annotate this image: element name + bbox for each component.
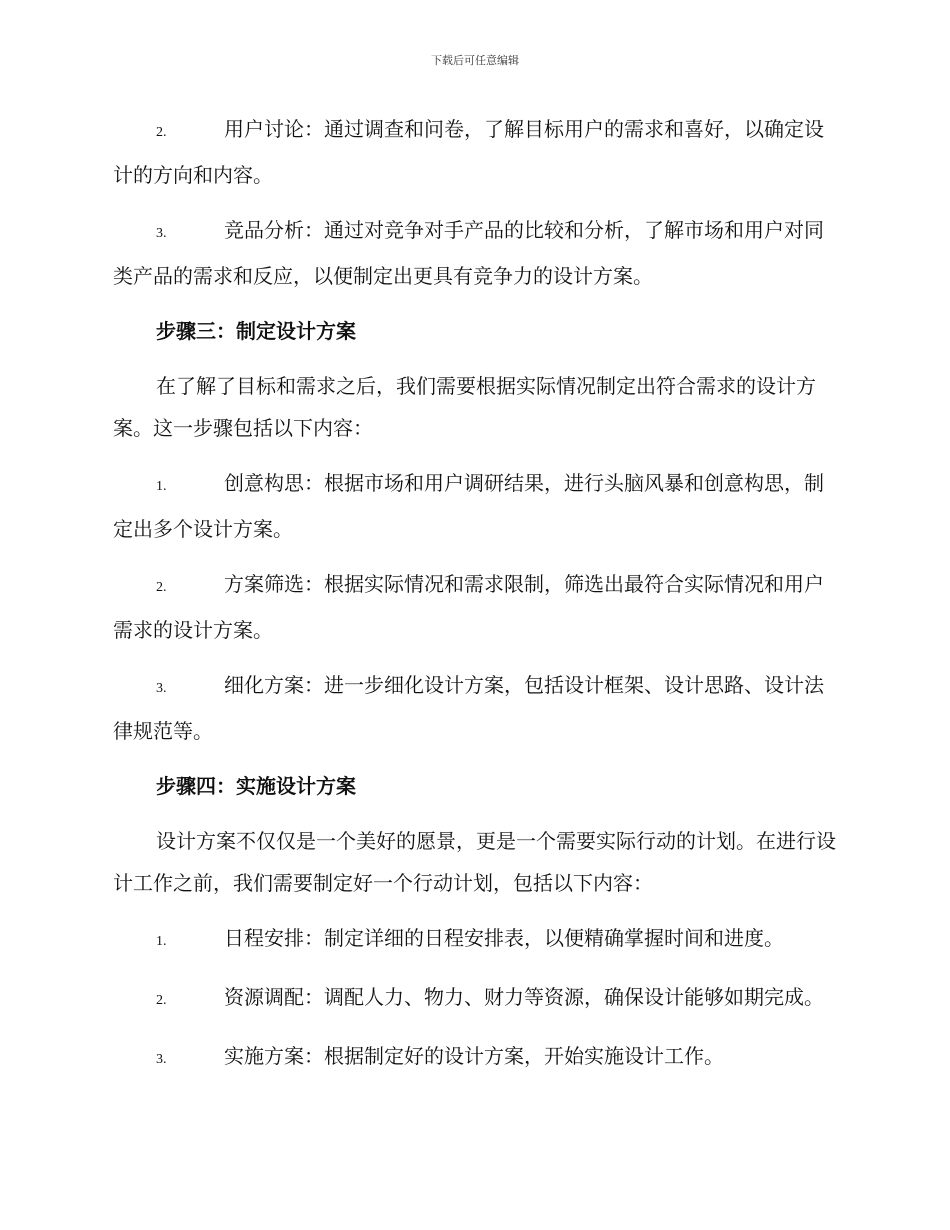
list-item-plan-screening (113, 563, 838, 651)
list-text: 方案筛选：根据实际情况和需求限制，筛选出最符合实际情况和用户需求的设计方案。 (113, 572, 824, 642)
page-header: 下载后可任意编辑 (431, 54, 519, 67)
list-text: 细化方案：进一步细化设计方案，包括设计框架、设计思路、设计法律规范等。 (113, 673, 824, 743)
list-number: 2. (156, 580, 167, 595)
list-item-resource-allocation (113, 976, 838, 1022)
list-number: 2. (156, 125, 167, 140)
list-text: 资源调配：调配人力、物力、财力等资源，确保设计能够如期完成。 (224, 985, 824, 1009)
list-number: 2. (156, 993, 167, 1008)
document-body (113, 108, 838, 1094)
list-item-implementation (113, 1035, 838, 1081)
list-number: 1. (156, 934, 167, 949)
list-item-schedule (113, 917, 838, 963)
step-three-heading: 步骤三：制定设计方案 (156, 319, 356, 343)
step-four-heading: 步骤四：实施设计方案 (156, 774, 356, 798)
list-number: 3. (156, 226, 167, 241)
list-item-plan-refinement (113, 664, 838, 752)
list-item-competitor-analysis (113, 209, 838, 297)
list-text: 用户讨论：通过调查和问卷，了解目标用户的需求和喜好，以确定设计的方向和内容。 (113, 117, 824, 187)
list-number: 3. (156, 1052, 167, 1067)
list-text: 竞品分析：通过对竞争对手产品的比较和分析，了解市场和用户对同类产品的需求和反应，以便制定出更具有竞争力的设计方案。 (113, 218, 824, 288)
list-number: 3. (156, 681, 167, 696)
list-text: 日程安排：制定详细的日程安排表，以便精确掌握时间和进度。 (224, 926, 784, 950)
step-four-intro: 设计方案不仅仅是一个美好的愿景，更是一个需要实际行动的计划。在进行设计工作之前，我们需要制定好一个行动计划，包括以下内容： (113, 829, 836, 895)
list-number: 1. (156, 479, 167, 494)
list-text: 创意构思：根据市场和用户调研结果，进行头脑风暴和创意构思，制定出多个设计方案。 (113, 471, 824, 541)
list-item-user-discussion (113, 108, 838, 196)
list-item-creative-concept (113, 462, 838, 550)
list-text: 实施方案：根据制定好的设计方案，开始实施设计工作。 (224, 1044, 724, 1068)
step-three-intro: 在了解了目标和需求之后，我们需要根据实际情况制定出符合需求的设计方案。这一步骤包括以下内容： (113, 374, 816, 440)
